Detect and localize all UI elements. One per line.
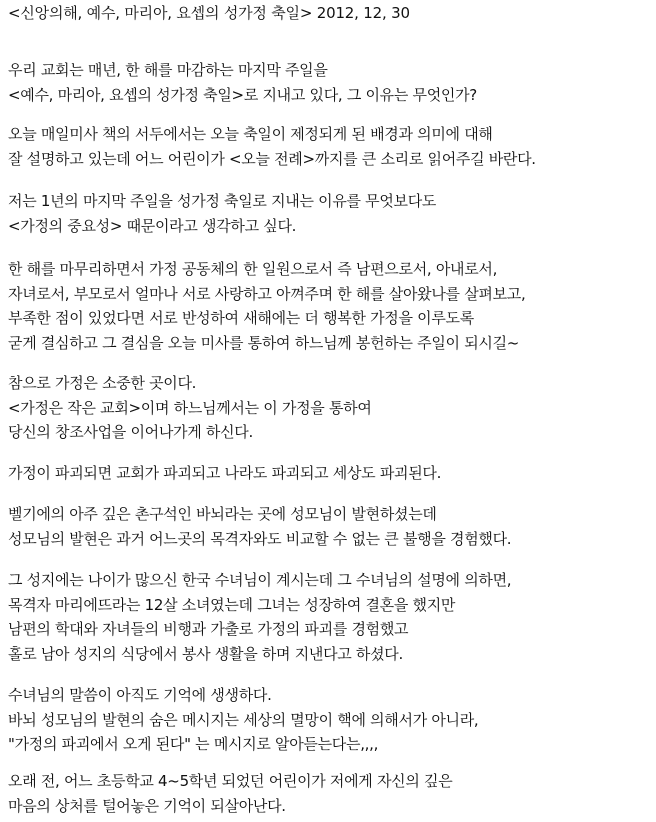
text-line: 참으로 가정은 소중한 곳이다. <box>8 374 197 392</box>
paragraph-3 <box>8 189 653 238</box>
text-line: 성모님의 발현은 과거 어느곳의 목격자와도 비교할 수 없는 큰 불행을 경험했다. <box>8 529 512 548</box>
text-line: 굳게 결심하고 그 결심을 오늘 미사를 통하여 하느님께 봉헌하는 주일이 되시길~ <box>8 333 520 352</box>
text-line: 가정이 파괴되면 교회가 파괴되고 나라도 파괴되고 세상도 파괴된다. <box>8 464 442 482</box>
text-line: 홀로 남아 성지의 식당에서 봉사 생활을 하며 지낸다고 하셨다. <box>8 644 403 663</box>
paragraph-9 <box>8 683 653 757</box>
text-line: 벨기에의 아주 깊은 촌구석인 바뇌라는 곳에 성모님이 발현하셨는데 <box>8 505 437 523</box>
paragraph-6 <box>8 461 653 486</box>
text-line: <가정은 작은 교회>이며 하느님께서는 이 가정을 통하여 <box>8 398 372 417</box>
text-line: 저는 1년의 마지막 주일을 성가정 축일로 지내는 이유를 무엇보다도 <box>8 192 437 210</box>
paragraph-2 <box>8 122 653 171</box>
text-line: 잘 설명하고 있는데 어느 어린이가 <오늘 전례>까지를 큰 소리로 읽어주길 바란다. <box>8 149 536 168</box>
text-line: 자녀로서, 부모로서 얼마나 서로 사랑하고 아껴주며 한 해를 살아왔나를 살펴보고, <box>8 284 526 303</box>
text-line: <가정의 중요성> 때문이라고 생각하고 싶다. <box>8 216 297 235</box>
paragraph-4 <box>8 257 653 355</box>
text-line: 우리 교회는 매년, 한 해를 마감하는 마지막 주일을 <box>8 61 328 79</box>
text-line: 수녀님의 말씀이 아직도 기억에 생생하다. <box>8 686 272 704</box>
paragraph-8 <box>8 568 653 666</box>
text-line: "가정의 파괴에서 오게 된다" 는 메시지로 알아듣는다는,,,, <box>8 735 379 753</box>
text-line: 한 해를 마무리하면서 가정 공동체의 한 일원으로서 즉 남편으로서, 아내로서, <box>8 260 498 278</box>
text-line: <예수, 마리아, 요셉의 성가정 축일>로 지내고 있다, 그 이유는 무엇인가? <box>8 85 477 104</box>
text-line: 바뇌 성모님의 발현의 숨은 메시지는 세상의 멸망이 핵에 의해서가 아니라, <box>8 710 479 729</box>
paragraph-5 <box>8 371 653 445</box>
paragraph-7 <box>8 502 653 551</box>
text-line: 오늘 매일미사 책의 서두에서는 오늘 축일이 제정되게 된 배경과 의미에 대해 <box>8 125 493 143</box>
text-line: 그 성지에는 나이가 많으신 한국 수녀님이 계시는데 그 수녀님의 설명에 의하면, <box>8 571 512 589</box>
text-line: 부족한 점이 있었다면 서로 반성하여 새해에는 더 행복한 가정을 이루도록 <box>8 309 474 327</box>
text-line: 오래 전, 어느 초등학교 4~5학년 되었던 어린이가 저에게 자신의 깊은 <box>8 772 453 790</box>
document-title: <신앙의해, 예수, 마리아, 요셉의 성가정 축일> 2012, 12, 30 <box>8 4 410 22</box>
text-line: 목격자 마리에뜨라는 12살 소녀였는데 그녀는 성장하여 결혼을 했지만 <box>8 595 456 614</box>
paragraph-10 <box>8 769 653 818</box>
text-line: 당신의 창조사업을 이어나가게 하신다. <box>8 423 253 441</box>
text-line: 남편의 학대와 자녀들의 비행과 가출로 가정의 파괴를 경험했고 <box>8 620 409 638</box>
paragraph-1 <box>8 58 653 107</box>
text-line: 마음의 상처를 털어놓은 기억이 되살아난다. <box>8 796 286 815</box>
